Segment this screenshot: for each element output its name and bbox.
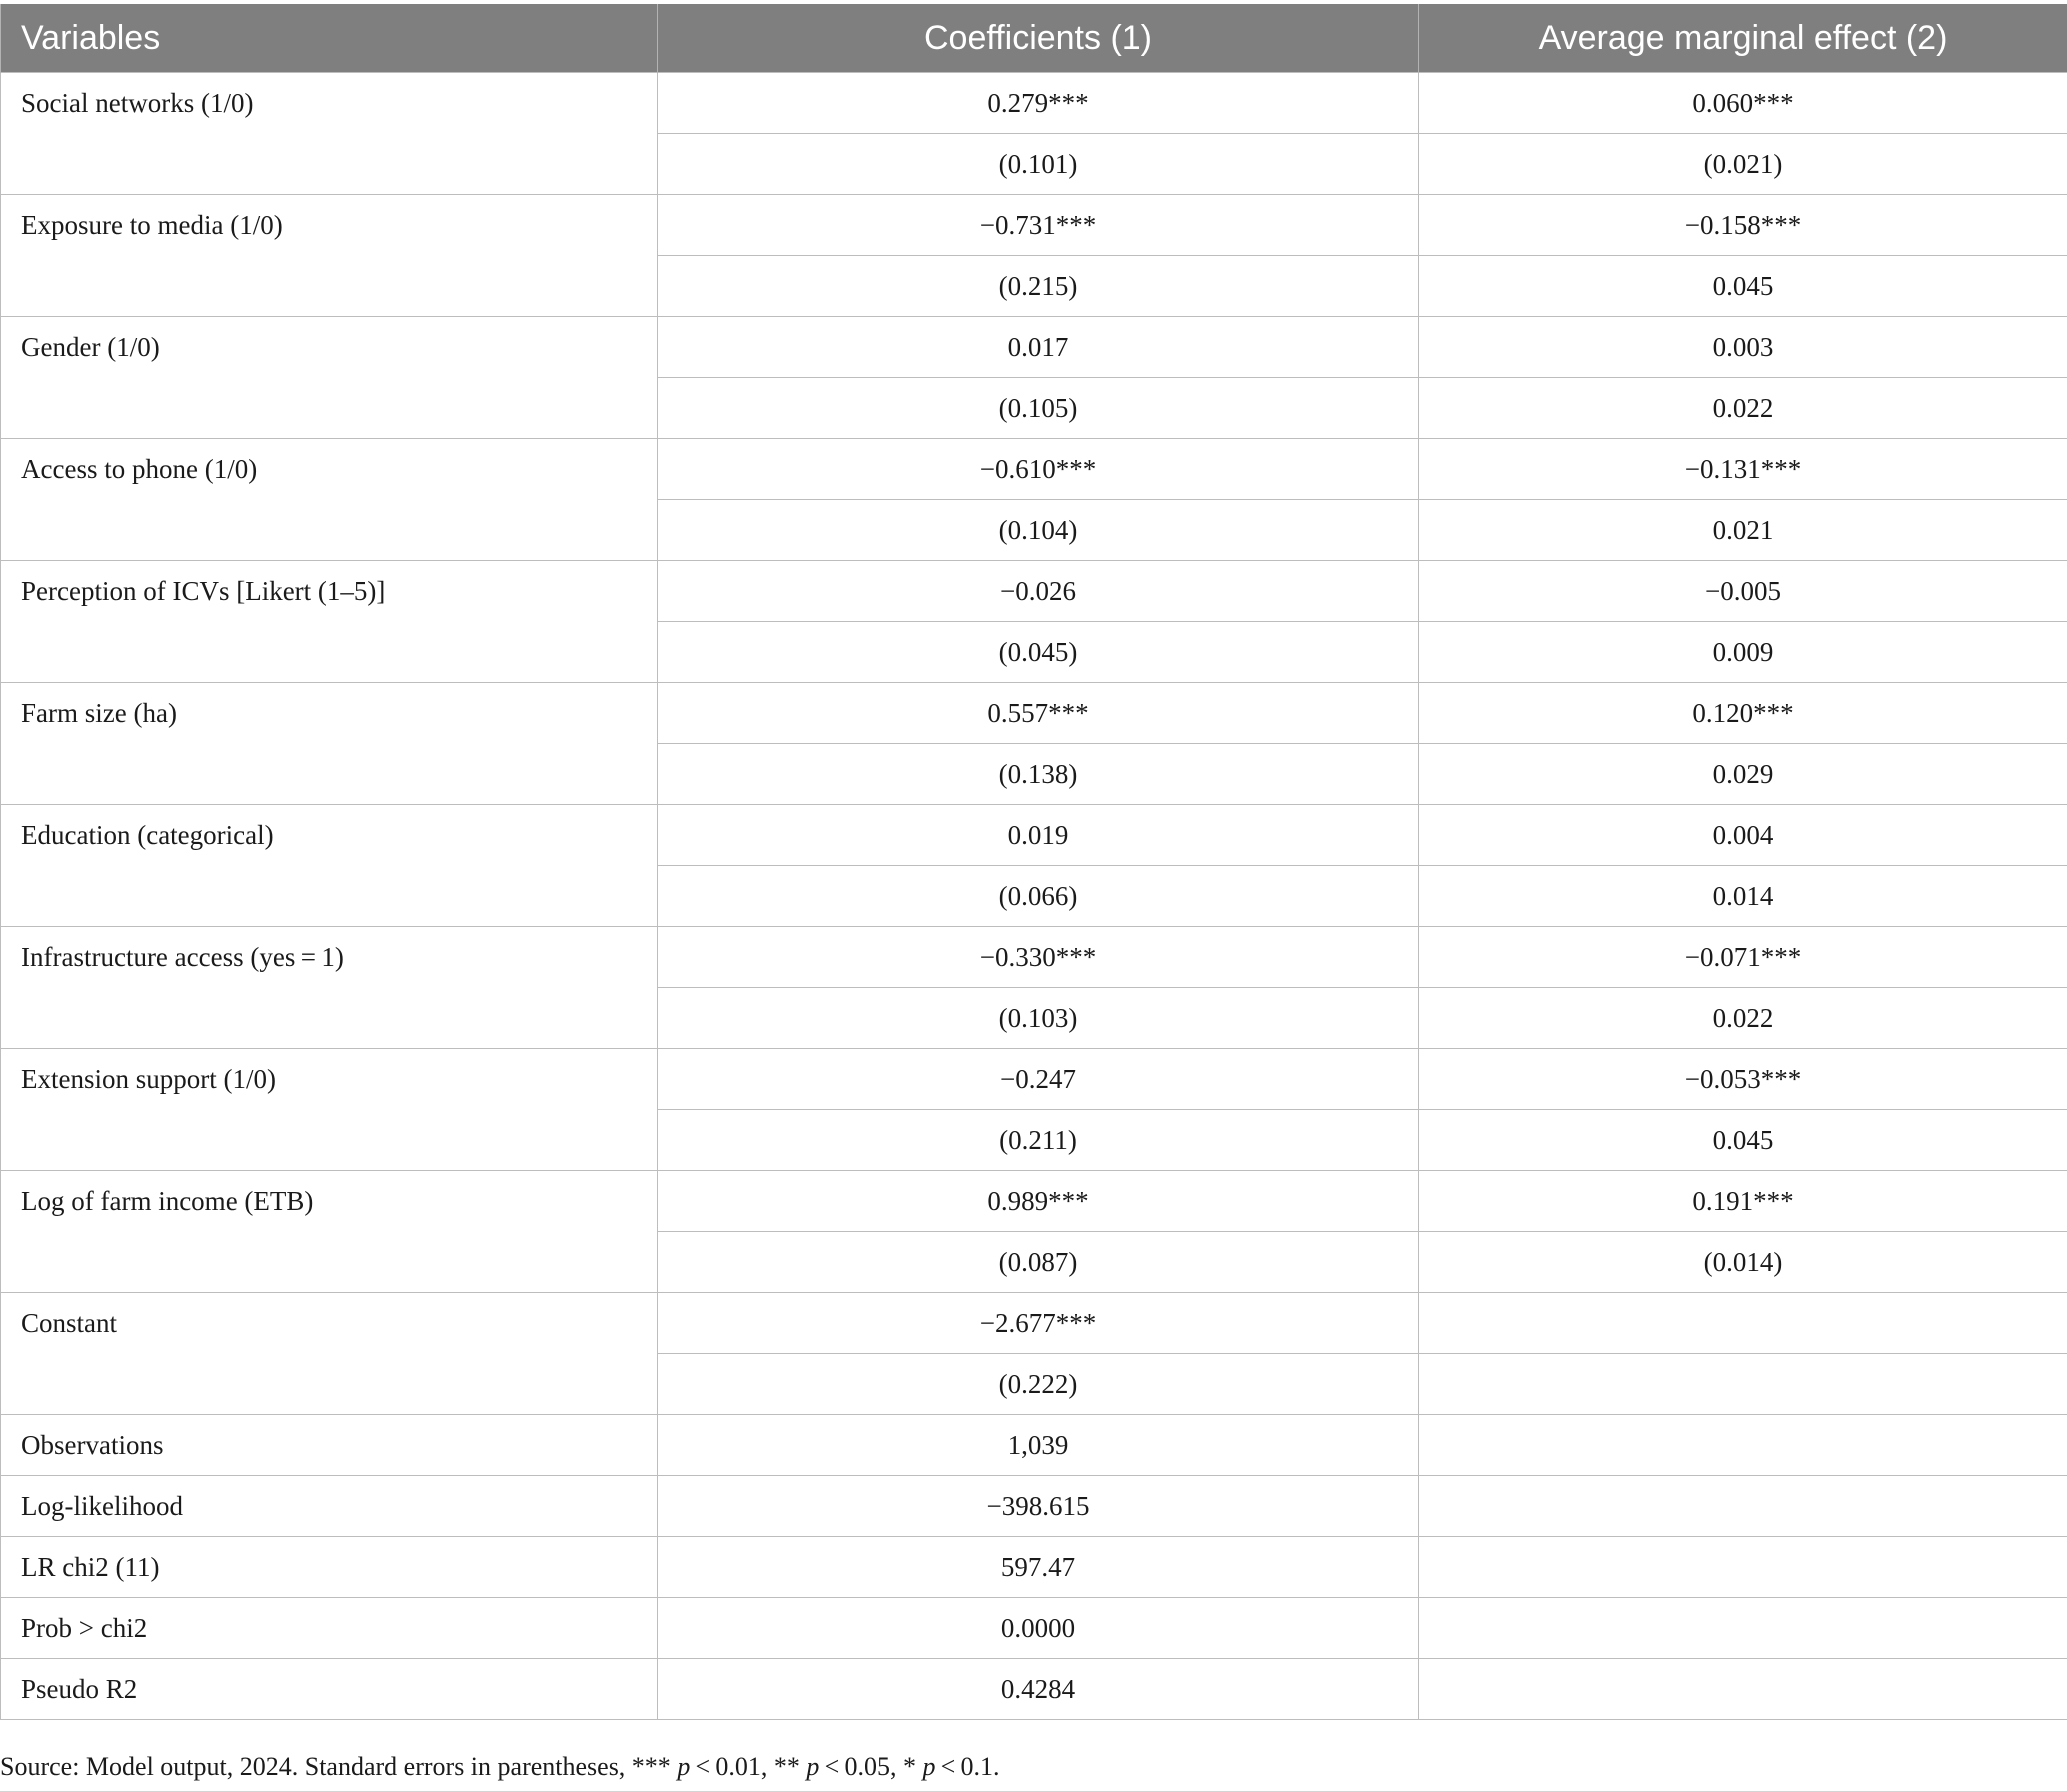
stat-value: −398.615 <box>658 1476 1419 1537</box>
footnote-p-symbol: p <box>806 1752 820 1781</box>
stat-row <box>1 1598 2067 1659</box>
table-row <box>1 73 2067 134</box>
stat-marginal-value <box>1419 1415 2067 1476</box>
coefficient-se-cell: (0.138) <box>658 744 1419 805</box>
table-row <box>1 1171 2067 1232</box>
stat-label: Observations <box>1 1415 658 1476</box>
marginal-effect-se-cell: 0.045 <box>1419 256 2067 317</box>
marginal-effect-cell: −0.071*** <box>1419 927 2067 988</box>
coefficient-cell: 0.989*** <box>658 1171 1419 1232</box>
marginal-effect-cell: 0.003 <box>1419 317 2067 378</box>
stat-row <box>1 1659 2067 1720</box>
stat-value: 1,039 <box>658 1415 1419 1476</box>
variable-label: Education (categorical) <box>1 805 658 927</box>
marginal-effect-se-cell <box>1419 1354 2067 1415</box>
stat-value: 0.4284 <box>658 1659 1419 1720</box>
table-row <box>1 561 2067 622</box>
marginal-effect-se-cell: 0.009 <box>1419 622 2067 683</box>
table-row <box>1 1049 2067 1110</box>
coefficient-se-cell: (0.045) <box>658 622 1419 683</box>
coefficient-se-cell: (0.101) <box>658 134 1419 195</box>
variable-label: Perception of ICVs [Likert (1–5)] <box>1 561 658 683</box>
marginal-effect-cell: 0.060*** <box>1419 73 2067 134</box>
marginal-effect-cell: −0.005 <box>1419 561 2067 622</box>
marginal-effect-cell: −0.053*** <box>1419 1049 2067 1110</box>
table-row <box>1 439 2067 500</box>
marginal-effect-cell: −0.158*** <box>1419 195 2067 256</box>
marginal-effect-cell: −0.131*** <box>1419 439 2067 500</box>
coefficient-cell: −0.247 <box>658 1049 1419 1110</box>
variable-label: Infrastructure access (yes = 1) <box>1 927 658 1049</box>
coefficient-se-cell: (0.104) <box>658 500 1419 561</box>
stat-label: Pseudo R2 <box>1 1659 658 1720</box>
coefficient-cell: 0.019 <box>658 805 1419 866</box>
table-body <box>1 73 2067 1720</box>
header-row <box>1 4 2067 73</box>
stat-label: Prob > chi2 <box>1 1598 658 1659</box>
table-header <box>1 4 2067 73</box>
stat-marginal-value <box>1419 1659 2067 1720</box>
variable-label: Access to phone (1/0) <box>1 439 658 561</box>
table-row <box>1 317 2067 378</box>
variable-label: Exposure to media (1/0) <box>1 195 658 317</box>
footnote-p-symbol: p <box>677 1752 691 1781</box>
marginal-effect-cell <box>1419 1293 2067 1354</box>
table-row <box>1 1293 2067 1354</box>
coefficient-cell: −2.677*** <box>658 1293 1419 1354</box>
marginal-effect-cell: 0.191*** <box>1419 1171 2067 1232</box>
marginal-effect-cell: 0.004 <box>1419 805 2067 866</box>
variable-label: Log of farm income (ETB) <box>1 1171 658 1293</box>
footnote-threshold: < 0.05, * <box>819 1752 923 1781</box>
marginal-effect-se-cell: 0.045 <box>1419 1110 2067 1171</box>
coefficient-se-cell: (0.103) <box>658 988 1419 1049</box>
variable-label: Social networks (1/0) <box>1 73 658 195</box>
coefficient-cell: 0.557*** <box>658 683 1419 744</box>
stat-label: Log-likelihood <box>1 1476 658 1537</box>
variable-label: Extension support (1/0) <box>1 1049 658 1171</box>
footnote-p-symbol: p <box>922 1752 936 1781</box>
stat-marginal-value <box>1419 1476 2067 1537</box>
coefficient-cell: −0.610*** <box>658 439 1419 500</box>
variable-label: Gender (1/0) <box>1 317 658 439</box>
table-row <box>1 683 2067 744</box>
marginal-effect-se-cell: 0.022 <box>1419 378 2067 439</box>
table-row <box>1 805 2067 866</box>
coefficient-se-cell: (0.215) <box>658 256 1419 317</box>
regression-results-table <box>0 4 2067 1720</box>
table-row <box>1 927 2067 988</box>
stat-label: LR chi2 (11) <box>1 1537 658 1598</box>
stat-value: 597.47 <box>658 1537 1419 1598</box>
stat-row <box>1 1415 2067 1476</box>
header-average-marginal-effect: Average marginal effect (2) <box>1419 4 2067 73</box>
header-coefficients: Coefficients (1) <box>658 4 1419 73</box>
stat-row <box>1 1537 2067 1598</box>
stat-row <box>1 1476 2067 1537</box>
coefficient-se-cell: (0.222) <box>658 1354 1419 1415</box>
stat-marginal-value <box>1419 1598 2067 1659</box>
footnote-threshold: < 0.1. <box>935 1752 1000 1781</box>
header-variables: Variables <box>1 4 658 73</box>
marginal-effect-se-cell: 0.022 <box>1419 988 2067 1049</box>
coefficient-se-cell: (0.105) <box>658 378 1419 439</box>
coefficient-cell: −0.731*** <box>658 195 1419 256</box>
marginal-effect-se-cell: 0.014 <box>1419 866 2067 927</box>
coefficient-cell: 0.017 <box>658 317 1419 378</box>
coefficient-cell: −0.330*** <box>658 927 1419 988</box>
variable-label: Farm size (ha) <box>1 683 658 805</box>
table-footnote <box>0 1752 1000 1782</box>
marginal-effect-se-cell: (0.021) <box>1419 134 2067 195</box>
footnote-threshold: < 0.01, ** <box>690 1752 807 1781</box>
stat-value: 0.0000 <box>658 1598 1419 1659</box>
table-row <box>1 195 2067 256</box>
marginal-effect-cell: 0.120*** <box>1419 683 2067 744</box>
coefficient-se-cell: (0.066) <box>658 866 1419 927</box>
footnote-prefix: Source: Model output, 2024. Standard errors in parentheses, *** <box>0 1752 678 1781</box>
marginal-effect-se-cell: 0.021 <box>1419 500 2067 561</box>
coefficient-se-cell: (0.211) <box>658 1110 1419 1171</box>
marginal-effect-se-cell: 0.029 <box>1419 744 2067 805</box>
marginal-effect-se-cell: (0.014) <box>1419 1232 2067 1293</box>
stat-marginal-value <box>1419 1537 2067 1598</box>
coefficient-cell: 0.279*** <box>658 73 1419 134</box>
variable-label: Constant <box>1 1293 658 1415</box>
coefficient-se-cell: (0.087) <box>658 1232 1419 1293</box>
coefficient-cell: −0.026 <box>658 561 1419 622</box>
